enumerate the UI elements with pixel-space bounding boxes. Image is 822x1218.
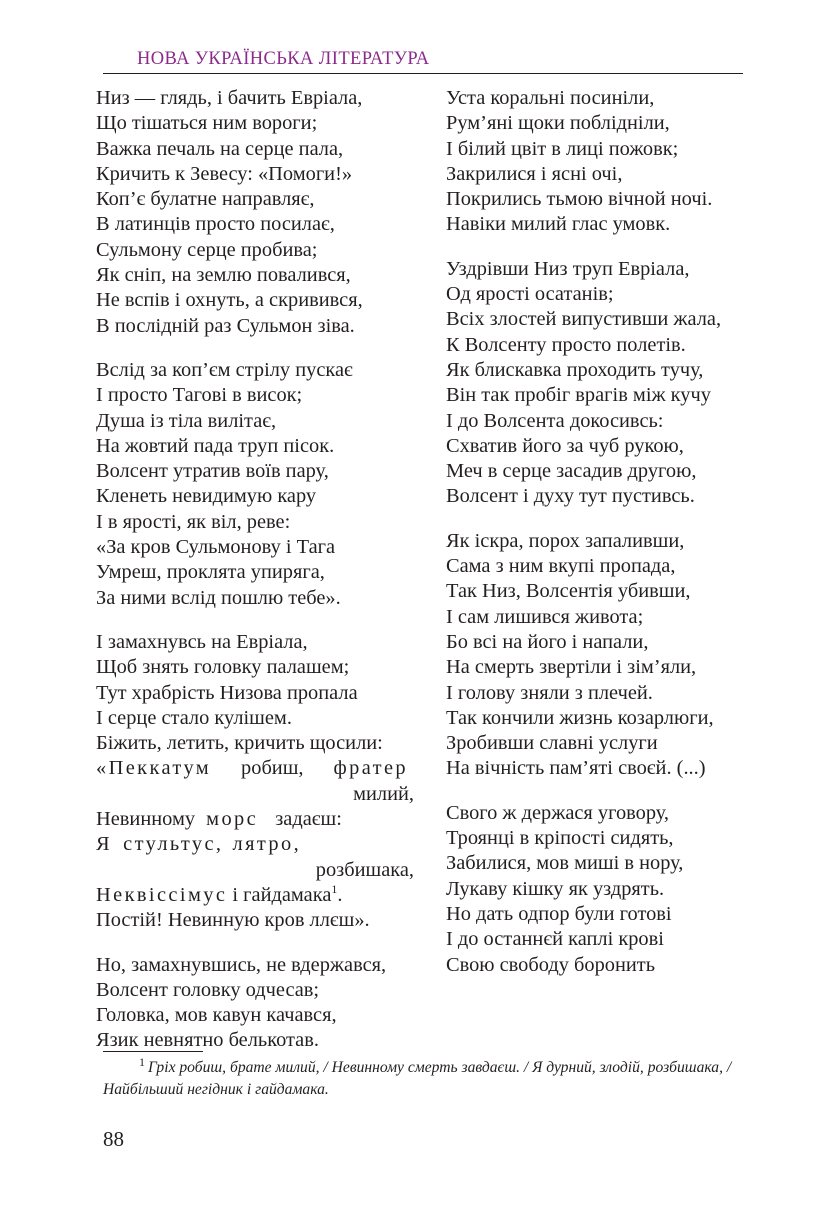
verse-line: Так Низ, Волсентія убивши, [446,580,691,603]
verse-word: робиш, [241,757,304,780]
verse-line: Навіки милий глас умовк. [446,213,671,236]
verse-line: На жовтий пада труп пісок. [96,434,335,457]
verse-line: Кричить к Зевесу: «Помоги!» [96,162,353,185]
verse-line: Волсент і духу тут пустивсь. [446,485,695,508]
verse-line: І білий цвіт в лиці пожовк; [446,137,679,160]
verse-line: К Волсенту просто полетів. [446,333,686,356]
verse-line: На смерть звертіли і зім’яли, [446,656,697,679]
right-column [446,86,756,997]
verse-line: Троянці в кріпості сидять, [446,827,674,850]
verse-line: Закрилися і ясні очі, [446,162,623,185]
verse-line: Но дать одпор були готові [446,902,672,925]
verse-line: Не вспів і охнуть, а скривився, [96,289,363,312]
verse-line: Коп’є булатне направляє, [96,188,315,211]
verse-line: Рум’яні щоки поблідніли, [446,112,670,135]
verse-line: Но, замахнувшись, не вдержався, [96,953,387,976]
verse-line: Як сніп, на землю повалився, [96,264,351,287]
verse-line: Забилися, мов миші в нору, [446,852,684,875]
latin-word: Неквіссімус [96,883,228,906]
verse-line: Лукаву кішку як уздрять. [446,877,665,900]
verse-line: Як іскра, порох запаливши, [446,529,685,552]
stanza [96,358,414,611]
verse-line: Свою свободу боронить [446,953,655,976]
latin-word: «Пеккатум [96,757,212,780]
verse-word: . [337,883,343,906]
stanza [446,529,756,782]
verse-line: Волсент утратив воїв пару, [96,460,329,483]
verse-line-latin [96,883,414,908]
verse-line: Сама з ним вкупі пропада, [446,555,676,578]
verse-line-continuation: розбишака, [315,858,414,881]
verse-line: Зробивши славні услуги [446,732,658,755]
verse-line: Язик невнятно белькотав. [96,1029,319,1052]
verse-line: Так кончили жизнь козарлюги, [446,706,714,729]
verse-line: Головка, мов кавун качався, [96,1004,337,1027]
stanza [446,257,756,510]
verse-line: Схватив його за чуб рукою, [446,434,684,457]
verse-line: І серце стало кулішем. [96,706,292,729]
latin-word: морс [206,808,259,831]
verse-line: Що тішаться ним вороги; [96,112,318,135]
verse-word: задаєш: [275,808,342,831]
verse-line: Уздрівши Низ труп Евріала, [446,257,690,280]
verse-line-continuation: милий, [353,782,414,805]
latin-word: стультус, [123,833,224,856]
verse-line: За ними вслід пошлю тебе». [96,586,341,609]
verse-word: Я [96,833,113,856]
verse-line: І в ярості, як віл, реве: [96,510,291,533]
header-rule [103,73,743,74]
verse-line: Умреш, проклята упиряга, [96,561,325,584]
verse-line: Сульмону серце пробива; [96,238,318,261]
verse-line: Душа із тіла вилітає, [96,409,277,432]
verse-line: Щоб знять головку палашем; [96,656,350,679]
verse-line-latin [96,807,414,832]
verse-line: На вічність пам’яті своєй. (...) [446,757,706,780]
stanza [96,630,414,934]
verse-line: І голову зняли з плечей. [446,681,653,704]
verse-line: Од ярості осатанів; [446,283,614,306]
verse-line-latin [96,832,414,857]
verse-line: Біжить, летить, кричить щосили: [96,732,383,755]
footnote-rule [103,1051,203,1052]
verse-word: Невинному [96,808,196,831]
verse-line: Волсент головку одчесав; [96,978,320,1001]
running-head: НОВА УКРАЇНСЬКА ЛІТЕРАТУРА [137,49,430,69]
verse-line: І до останнєй каплі крові [446,928,664,951]
verse-line: Бо всі на його і напали, [446,630,649,653]
stanza [96,86,414,339]
verse-line: Постій! Невинную кров ллєш». [96,909,370,932]
verse-line: Важка печаль на серце пала, [96,137,344,160]
verse-line: Тут храбрість Низова пропала [96,681,358,704]
stanza [446,801,756,978]
verse-line: В латинців просто посилає, [96,213,335,236]
verse-line: І замахнувсь на Евріала, [96,630,308,653]
left-column [96,86,414,1073]
verse-line: Свого ж держася уговору, [446,801,670,824]
footnote-number: 1 [139,1054,145,1069]
latin-word: фратер [333,757,408,780]
verse-line: І до Волсента докосивсь: [446,409,664,432]
verse-line: Вслід за коп’єм стрілу пускає [96,358,353,381]
verse-line: Як блискавка проходить тучу, [446,358,704,381]
verse-line: Низ — глядь, і бачить Евріала, [96,87,363,109]
footnote-text: Гріх робиш, брате милий, / Невинному смерть завдаєш. / Я дурний, злодій, розбишака, / Найбільший негідник і гайдамака. [103,1059,732,1098]
latin-word: лятро, [232,833,302,856]
verse-line: «За кров Сульмонову і Тага [96,536,336,559]
verse-line: Покрились тьмою вічной ночі. [446,188,713,211]
verse-line-latin [96,756,408,781]
page-number: 88 [103,1127,124,1151]
footnote-marker: 1 [331,882,338,897]
verse-line: Уста коральні посиніли, [446,87,655,109]
verse-line: Кленеть невидимую кару [96,485,317,508]
verse-line: Всіх злостей випустивши жала, [446,308,722,331]
verse-line: Він так пробіг врагів між кучу [446,384,711,407]
verse-line: В послідній раз Сульмон зіва. [96,314,355,337]
verse-word: і гайдамака [227,883,332,906]
footnote [103,1054,753,1101]
verse-line: І сам лишився живота; [446,605,644,628]
stanza [96,953,414,1054]
verse-line: Меч в серце засадив другою, [446,460,697,483]
stanza [446,86,756,238]
verse-line: І просто Тагові в висок; [96,384,303,407]
